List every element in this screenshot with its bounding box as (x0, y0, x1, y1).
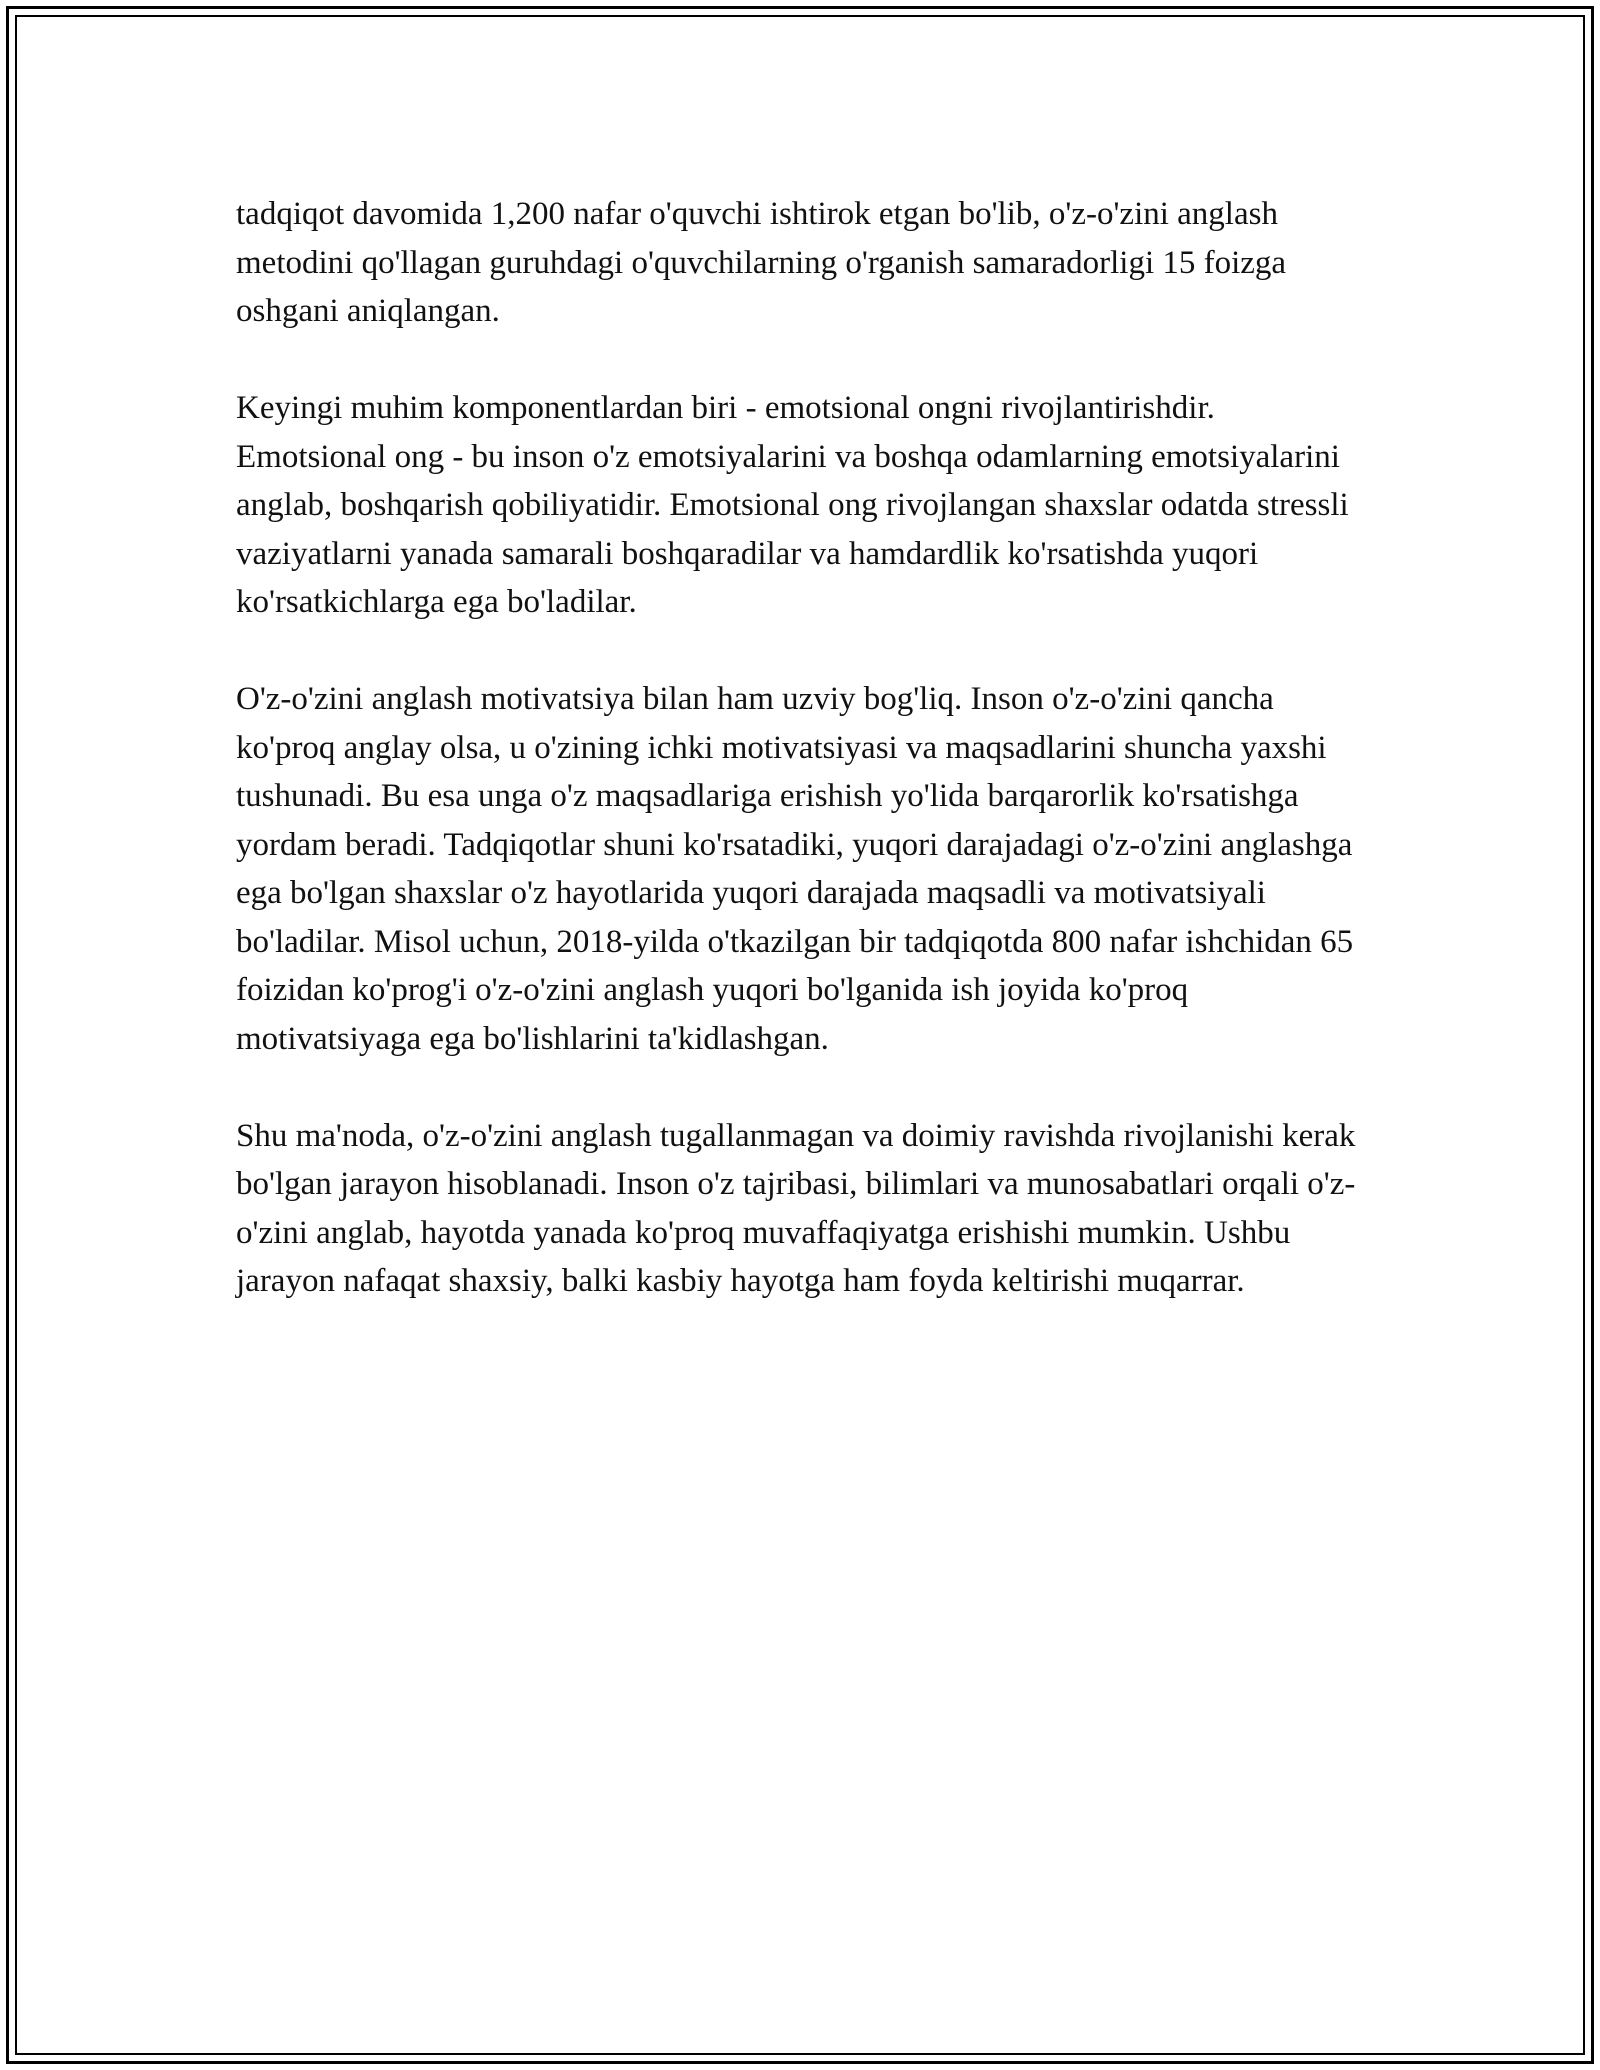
paragraph-3: O'z-o'zini anglash motivatsiya bilan ham uzviy bog'liq. Inson o'z-o'zini qancha ko'proq anglay olsa, u o'zining ichki motivatsiyasi va maqsadlarini shuncha yaxshi tushunadi. Bu esa unga o'z maqsadlariga erishish yo'lida barqarorlik ko'rsatishga yordam beradi. Tadqiqotlar shuni ko'rsatadiki, yuqori darajadagi o'z-o'zini anglashga ega bo'lgan shaxslar o'z hayotlarida yuqori darajada maqsadli va motivatsiyali bo'ladilar. Misol uchun, 2018-yilda o'tkazilgan bir tadqiqotda 800 nafar ishchidan 65 foizidan ko'prog'i o'z-o'zini anglash yuqori bo'lganida ish joyida ko'proq motivatsiyaga ega bo'lishlarini ta'kidlashgan. (236, 681, 1354, 1057)
paragraph-1: tadqiqot davomida 1,200 nafar o'quvchi ishtirok etgan bo'lib, o'z-o'zini anglash metodini qo'llagan guruhdagi o'quvchilarning o'rganish samaradorligi 15 foizga oshgani aniqlangan. (236, 196, 1287, 329)
paragraph-4: Shu ma'noda, o'z-o'zini anglash tugallanmagan va doimiy ravishda rivojlanishi kerak bo'lgan jarayon hisoblanadi. Inson o'z tajribasi, bilimlari va munosabatlari orqali o'z-o'zini anglab, hayotda yanada ko'proq muvaffaqiyatga erishishi mumkin. Ushbu jarayon nafaqat shaxsiy, balki kasbiy hayotga ham foyda keltirishi muqarrar. (236, 1117, 1356, 1299)
paragraph-2: Keyingi muhim komponentlardan biri - emotsional ongni rivojlantirishdir. Emotsional ong - bu inson o'z emotsiyalarini va boshqa odamlarning emotsiyalarini anglab, boshqarish qobiliyatidir. Emotsional ong rivojlangan shaxslar odatda stressli vaziyatlarni yanada samarali boshqaradilar va hamdardlik ko'rsatishda yuqori ko'rsatkichlarga ega bo'ladilar. (236, 390, 1349, 620)
document-body (236, 190, 1370, 1354)
